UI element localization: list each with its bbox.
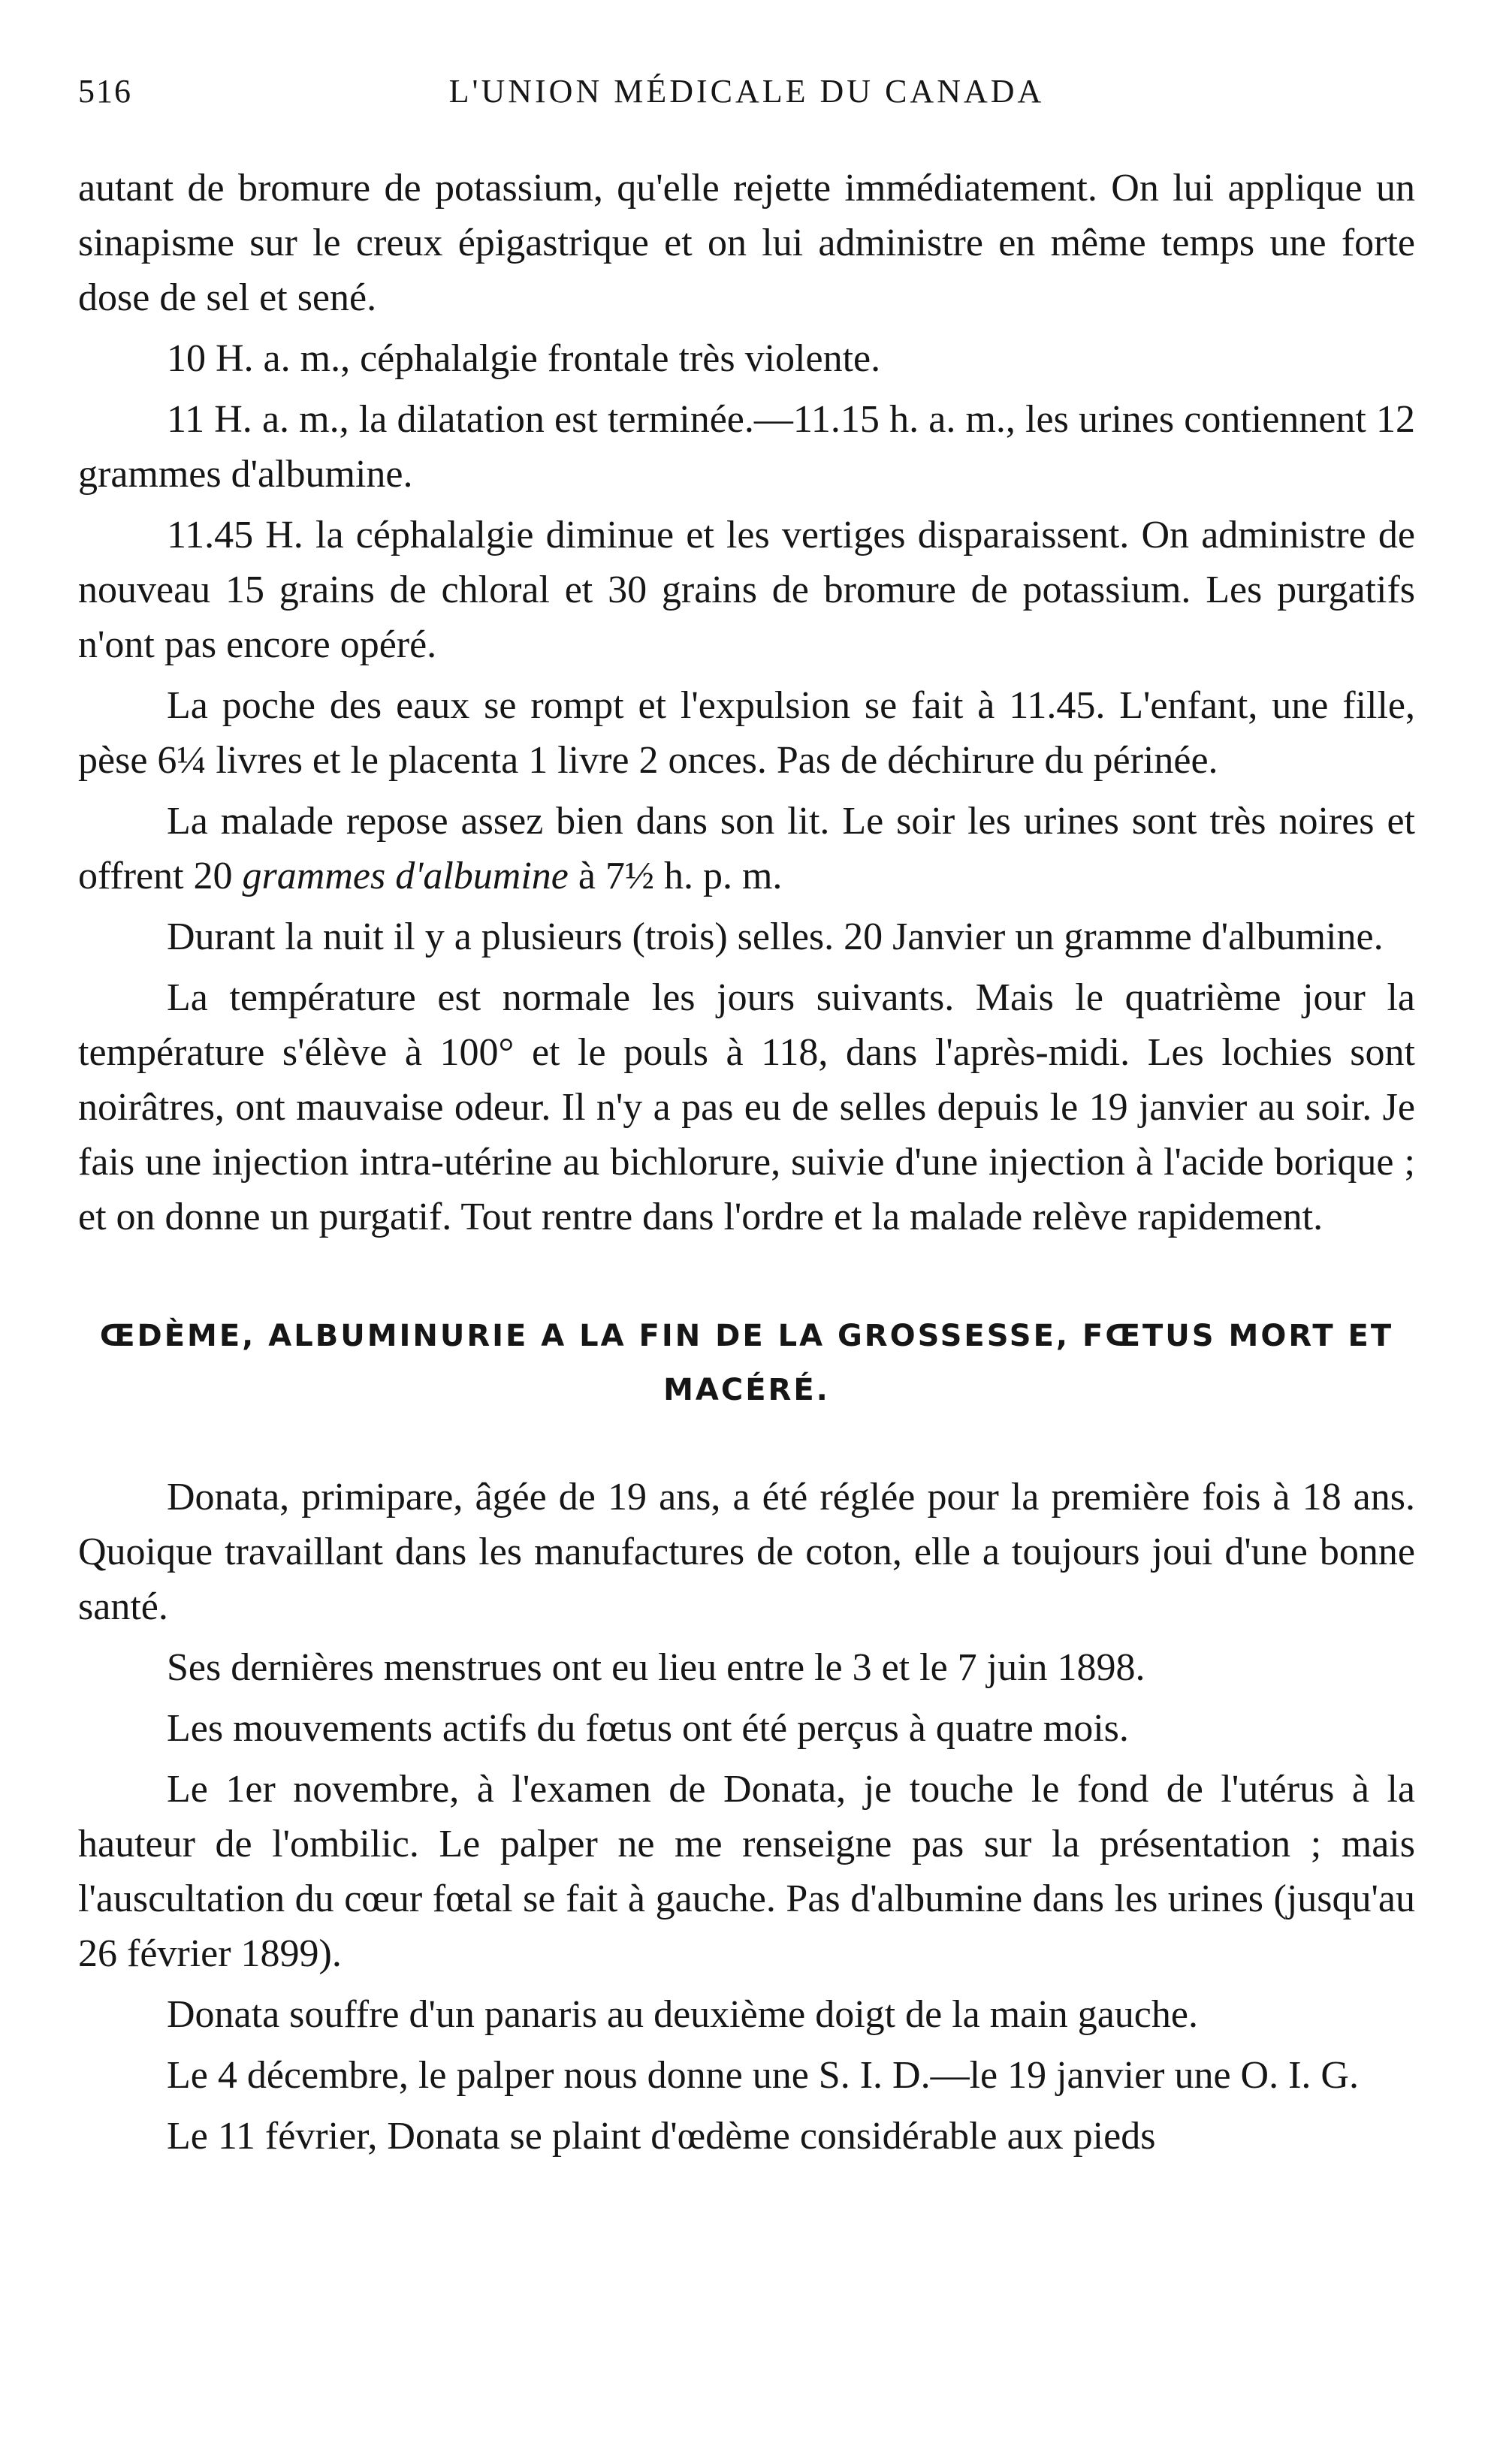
page-number: 516 [78, 73, 132, 110]
paragraph-temperature: La température est normale les jours suivants. Mais le quatrième jour la température s'élève à 100° et le pouls à 118, dans l'après-midi. Les lochies sont noirâtres, ont mauvaise odeur. Il n'y a pas eu de selles depuis le 19 janvier au soir. Je fais une injection intra-utérine au bichlorure, suivie d'une injection à l'acide borique ; et on donne un purgatif. Tout rentre dans l'ordre et la malade relève rapidement. [78, 976, 1415, 1238]
running-head [78, 72, 1415, 117]
paragraph-fevrier: Le 11 février, Donata se plaint d'œdème considérable aux pieds [167, 2115, 1156, 2158]
paragraph-novembre: Le 1er novembre, à l'examen de Donata, je touche le fond de l'utérus à la hauteur de l'ombilic. Le palper ne me renseigne pas sur la présentation ; mais l'auscultation du cœur fœtal se fait à gauche. Pas d'albumine dans les urines (jusqu'au 26 février 1899). [78, 1768, 1415, 1975]
paragraph-menstrues: Ses dernières menstrues ont eu lieu entre le 3 et le 7 juin 1898. [167, 1646, 1145, 1689]
urines-text-before: La malade repose assez bien dans son lit. Le soir les urines sont très noires et offrent 20 [78, 800, 1415, 897]
paragraph-10am: 10 H. a. m., céphalalgie frontale très violente. [167, 337, 881, 380]
body-text [78, 161, 1415, 2164]
paragraph-urines [78, 794, 1415, 903]
urines-text-after: à 7½ h. p. m. [568, 855, 783, 897]
paragraph-donata-intro: Donata, primipare, âgée de 19 ans, a été réglée pour la première fois à 18 ans. Quoique travaillant dans les manufactures de coton, elle a toujours joui d'une bonne santé. [78, 1476, 1415, 1628]
paragraph-night: Durant la nuit il y a plusieurs (trois) selles. 20 Janvier un gramme d'albumine. [167, 915, 1384, 958]
paragraph-decembre: Le 4 décembre, le palper nous donne une S. I. D.—le 19 janvier une O. I. G. [167, 2054, 1359, 2097]
paragraph-panaris: Donata souffre d'un panaris au deuxième doigt de la main gauche. [167, 1993, 1198, 2036]
paragraph-11am: 11 H. a. m., la dilatation est terminée.—11.15 h. a. m., les urines contiennent 12 grammes d'albumine. [78, 398, 1415, 496]
document-page [78, 72, 1415, 2170]
paragraph-mouvements: Les mouvements actifs du fœtus ont été perçus à quatre mois. [167, 1707, 1129, 1750]
journal-title: L'UNION MÉDICALE DU CANADA [448, 73, 1045, 110]
section-title: ŒDÈME, ALBUMINURIE A LA FIN DE LA GROSSESSE, FŒTUS MORT ET MACÉRÉ. [99, 1319, 1394, 1407]
urines-italic: grammes d'albumine [242, 855, 569, 897]
paragraph-1145: 11.45 H. la céphalalgie diminue et les vertiges disparaissent. On administre de nouveau 15 grains de chloral et 30 grains de bromure de potassium. Les purgatifs n'ont pas encore opéré. [78, 514, 1415, 666]
paragraph-expulsion: La poche des eaux se rompt et l'expulsion se fait à 11.45. L'enfant, une fille, pèse 6¼ livres et le placenta 1 livre 2 onces. Pas de déchirure du périnée. [78, 684, 1415, 782]
paragraph-continuation: autant de bromure de potassium, qu'elle rejette immédiatement. On lui applique un sinapisme sur le creux épigastrique et on lui administre en même temps une forte dose de sel et sené. [78, 167, 1415, 319]
